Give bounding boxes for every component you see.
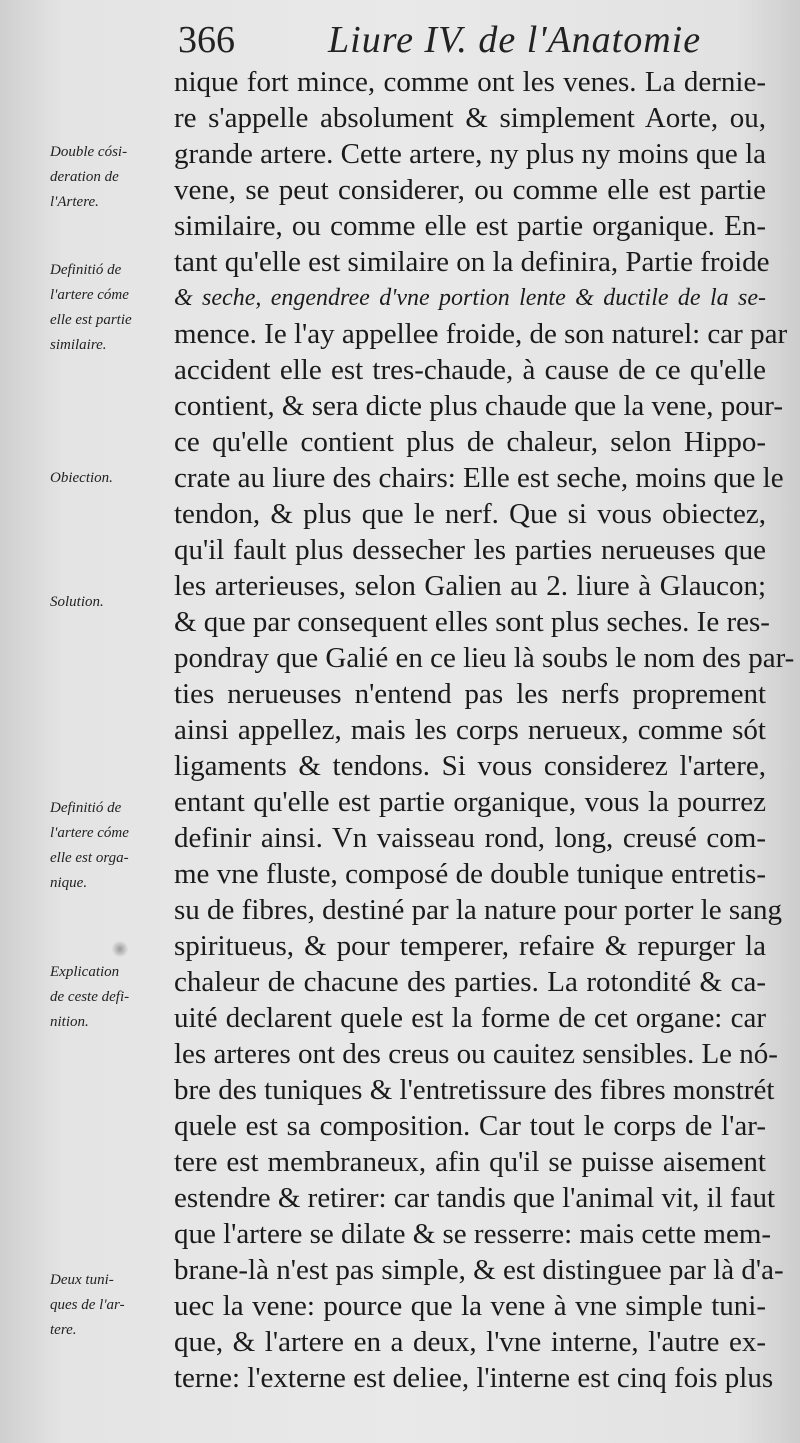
text-line: vene, se peut considerer, ou comme elle est partie: [174, 174, 766, 206]
margin-note-line: Definitió de: [50, 262, 122, 278]
text-line: ligaments & tendons. Si vous considerez l'artere,: [174, 750, 766, 782]
text-line: chaleur de chacune des parties. La rotondité & ca-: [174, 966, 766, 998]
text-line: similaire, ou comme elle est partie organique. En-: [174, 210, 766, 242]
text-line: accident elle est tres-chaude, à cause de ce qu'elle: [174, 354, 766, 386]
text-line: mence. Ie l'ay appellee froide, de son naturel: car par: [174, 318, 788, 350]
margin-note: [50, 466, 174, 491]
text-line: su de fibres, destiné par la nature pour porter le sang: [174, 894, 782, 926]
running-title: Liure IV. de l'Anatomie: [328, 19, 702, 61]
text-line: & seche, engendree d'vne portion lente & ductile de la se-: [174, 285, 766, 311]
text-line: qu'il fault plus dessecher les parties nerueuses que: [174, 534, 766, 566]
page-header: [170, 18, 790, 68]
margin-note-line: elle est orga-: [50, 850, 129, 866]
margin-note-line: nique.: [50, 875, 88, 891]
margin-note-line: l'artere cóme: [50, 287, 129, 303]
text-line: pondray que Galié en ce lieu là soubs le nom des par-: [174, 642, 795, 674]
margin-note-line: elle est partie: [50, 312, 132, 328]
page-number: 366: [178, 19, 235, 61]
margin-note-line: tere.: [50, 1322, 77, 1338]
text-line: contient, & sera dicte plus chaude que la vene, pour-: [174, 390, 783, 422]
text-line: crate au liure des chairs: Elle est seche, moins que le: [174, 462, 784, 494]
text-line: tendon, & plus que le nerf. Que si vous obiectez,: [174, 498, 766, 530]
text-line: terne: l'externe est deliee, l'interne est cinq fois plus: [174, 1362, 774, 1394]
margin-note-line: Solution.: [50, 594, 104, 610]
text-line: definir ainsi. Vn vaisseau rond, long, creusé com-: [174, 822, 766, 854]
text-line: bre des tuniques & l'entretissure des fibres monstrét: [174, 1074, 775, 1106]
margin-note: [50, 590, 174, 615]
margin-note-line: deration de: [50, 169, 119, 185]
text-line: uec la vene: pource que la vene à vne simple tuni-: [174, 1290, 766, 1322]
margin-note-line: Definitió de: [50, 800, 122, 816]
margin-note-line: nition.: [50, 1014, 89, 1030]
text-line: me vne fluste, composé de double tunique entretis-: [174, 858, 766, 890]
text-line: entant qu'elle est partie organique, vous la pourrez: [174, 786, 766, 818]
text-line: tant qu'elle est similaire on la definira, Partie froide: [174, 246, 770, 278]
margin-notes: [0, 0, 174, 1443]
margin-note: [50, 140, 174, 215]
margin-note: [50, 1268, 174, 1343]
text-line: estendre & retirer: car tandis que l'animal vit, il faut: [174, 1182, 776, 1214]
text-line: ainsi appellez, mais les corps nerueux, comme sót: [174, 714, 766, 746]
text-line: grande artere. Cette artere, ny plus ny moins que la: [174, 138, 766, 170]
margin-note-line: Obiection.: [50, 470, 113, 486]
text-line: nique fort mince, comme ont les venes. La dernie-: [174, 66, 766, 98]
text-line: ce qu'elle contient plus de chaleur, selon Hippo-: [174, 426, 766, 458]
margin-note-line: l'Artere.: [50, 194, 99, 210]
text-line: ties nerueuses n'entend pas les nerfs proprement: [174, 678, 766, 710]
margin-note: [50, 258, 174, 358]
margin-note-line: Deux tuni-: [50, 1272, 114, 1288]
text-line: que, & l'artere en a deux, l'vne interne, l'autre ex-: [174, 1326, 766, 1358]
margin-note: [50, 960, 174, 1035]
margin-note-line: similaire.: [50, 337, 107, 353]
text-line: tere est membraneux, afin qu'il se puisse aisement: [174, 1146, 766, 1178]
text-line: les arterieuses, selon Galien au 2. liure à Glaucon;: [174, 570, 766, 602]
margin-note-line: Explication: [50, 964, 120, 980]
margin-note-line: l'artere cóme: [50, 825, 129, 841]
text-line: brane-là n'est pas simple, & est distinguee par là d'a-: [174, 1254, 784, 1286]
margin-note-line: de ceste defi-: [50, 989, 130, 1005]
text-line: quele est sa composition. Car tout le corps de l'ar-: [174, 1110, 766, 1142]
text-line: spiritueus, & pour temperer, refaire & repurger la: [174, 930, 766, 962]
text-line: uité declarent quele est la forme de cet organe: car: [174, 1002, 766, 1034]
margin-note: [50, 796, 174, 896]
text-line: re s'appelle absolument & simplement Aorte, ou,: [174, 102, 766, 134]
margin-note-line: Double cósi-: [50, 144, 128, 160]
text-line: que l'artere se dilate & se resserre: mais cette mem-: [174, 1218, 772, 1250]
margin-note-line: ques de l'ar-: [50, 1297, 125, 1313]
text-line: & que par consequent elles sont plus seches. Ie res-: [174, 606, 770, 638]
text-line: les arteres ont des creus ou cauitez sensibles. Le nó-: [174, 1038, 778, 1070]
